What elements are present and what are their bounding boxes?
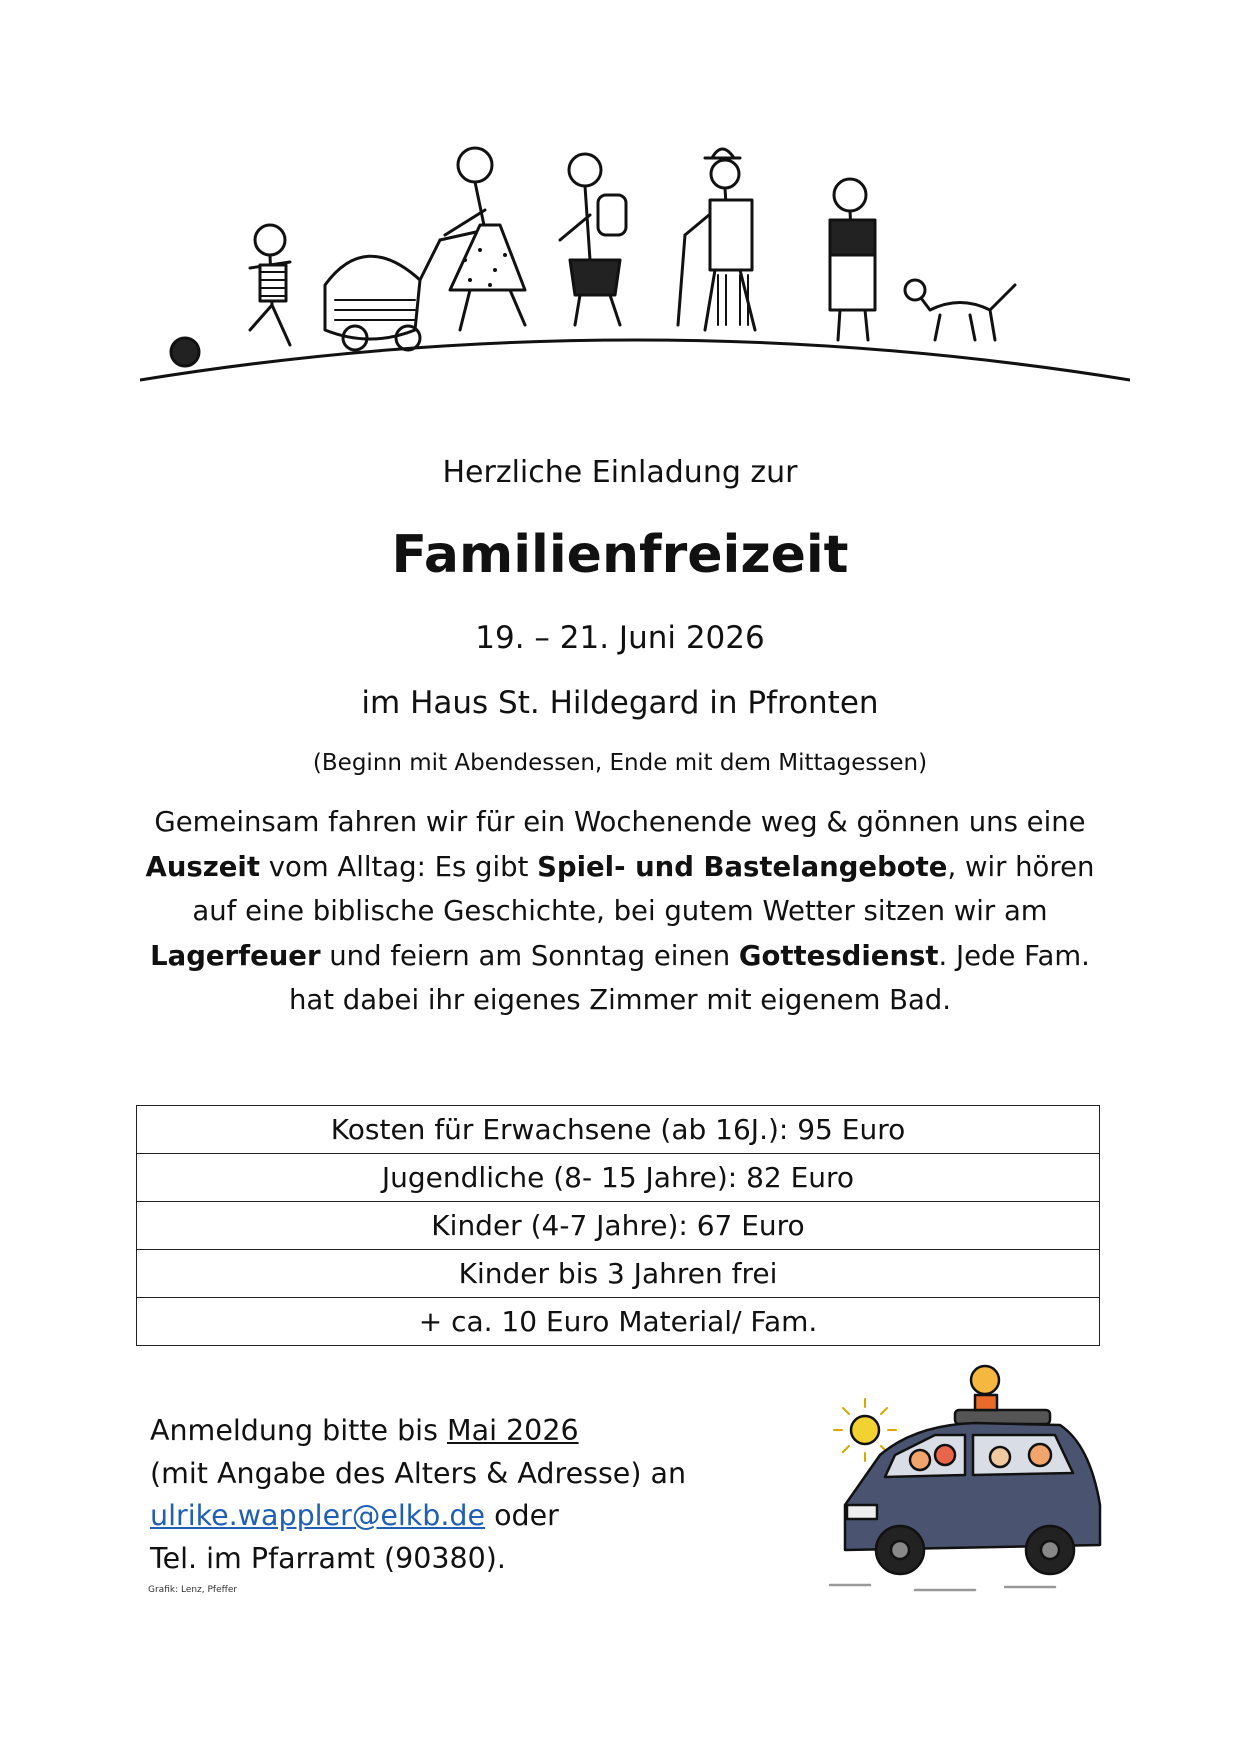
registration-line: (mit Angabe des Alters & Adresse) an: [150, 1456, 687, 1490]
table-row: [137, 1250, 1100, 1298]
registration-deadline: Mai 2026: [447, 1414, 579, 1447]
family-car-illustration: [825, 1355, 1125, 1610]
registration-line: [150, 1495, 686, 1538]
cost-cell: Kinder (4-7 Jahre): 67 Euro: [137, 1202, 1100, 1250]
registration-line: Tel. im Pfarramt (90380).: [150, 1541, 506, 1575]
cost-cell: Kinder bis 3 Jahren frei: [137, 1250, 1100, 1298]
page-title: Familienfreizeit: [391, 525, 849, 585]
registration-info: [150, 1410, 686, 1580]
cost-table: [136, 1105, 1100, 1346]
description-highlight: Lagerfeuer: [150, 939, 321, 972]
event-location: im Haus St. Hildegard in Pfronten: [361, 685, 879, 721]
description-text: , wir hören auf eine biblische Geschichte, bei gutem Wetter sitzen wir am: [192, 850, 1095, 927]
event-date: 19. – 21. Juni 2026: [475, 620, 765, 656]
event-description: [140, 800, 1100, 1023]
description-text: vom Alltag: Es gibt: [260, 850, 538, 883]
description-text: und feiern am Sonntag einen: [320, 939, 739, 972]
cost-cell: + ca. 10 Euro Material/ Fam.: [137, 1298, 1100, 1346]
cost-cell: Kosten für Erwachsene (ab 16J.): 95 Euro: [137, 1106, 1100, 1154]
registration-line: [150, 1410, 686, 1453]
table-row: [137, 1106, 1100, 1154]
email-link[interactable]: ulrike.wappler@elkb.de: [150, 1499, 486, 1532]
intro-text: Herzliche Einladung zur: [442, 455, 798, 490]
event-note: (Beginn mit Abendessen, Ende mit dem Mittagessen): [312, 750, 928, 776]
description-highlight: Gottesdienst: [738, 939, 939, 972]
description-highlight: Auszeit: [145, 850, 261, 883]
email-suffix: oder: [485, 1499, 559, 1532]
description-text: Gemeinsam fahren wir für ein Wochenende weg & gönnen uns eine: [154, 806, 1086, 838]
description-highlight: Spiel- und Bastelangebote: [537, 850, 948, 883]
family-walking-illustration: [140, 140, 1130, 440]
cost-cell: Jugendliche (8- 15 Jahre): 82 Euro: [137, 1154, 1100, 1202]
table-row: [137, 1298, 1100, 1346]
graphic-credit: Grafik: Lenz, Pfeffer: [148, 1585, 238, 1595]
description-text: . Jede Fam. hat dabei ihr eigenes Zimmer mit eigenem Bad.: [288, 939, 1090, 1016]
registration-prefix: Anmeldung bitte bis: [150, 1414, 448, 1447]
table-row: [137, 1154, 1100, 1202]
table-row: [137, 1202, 1100, 1250]
